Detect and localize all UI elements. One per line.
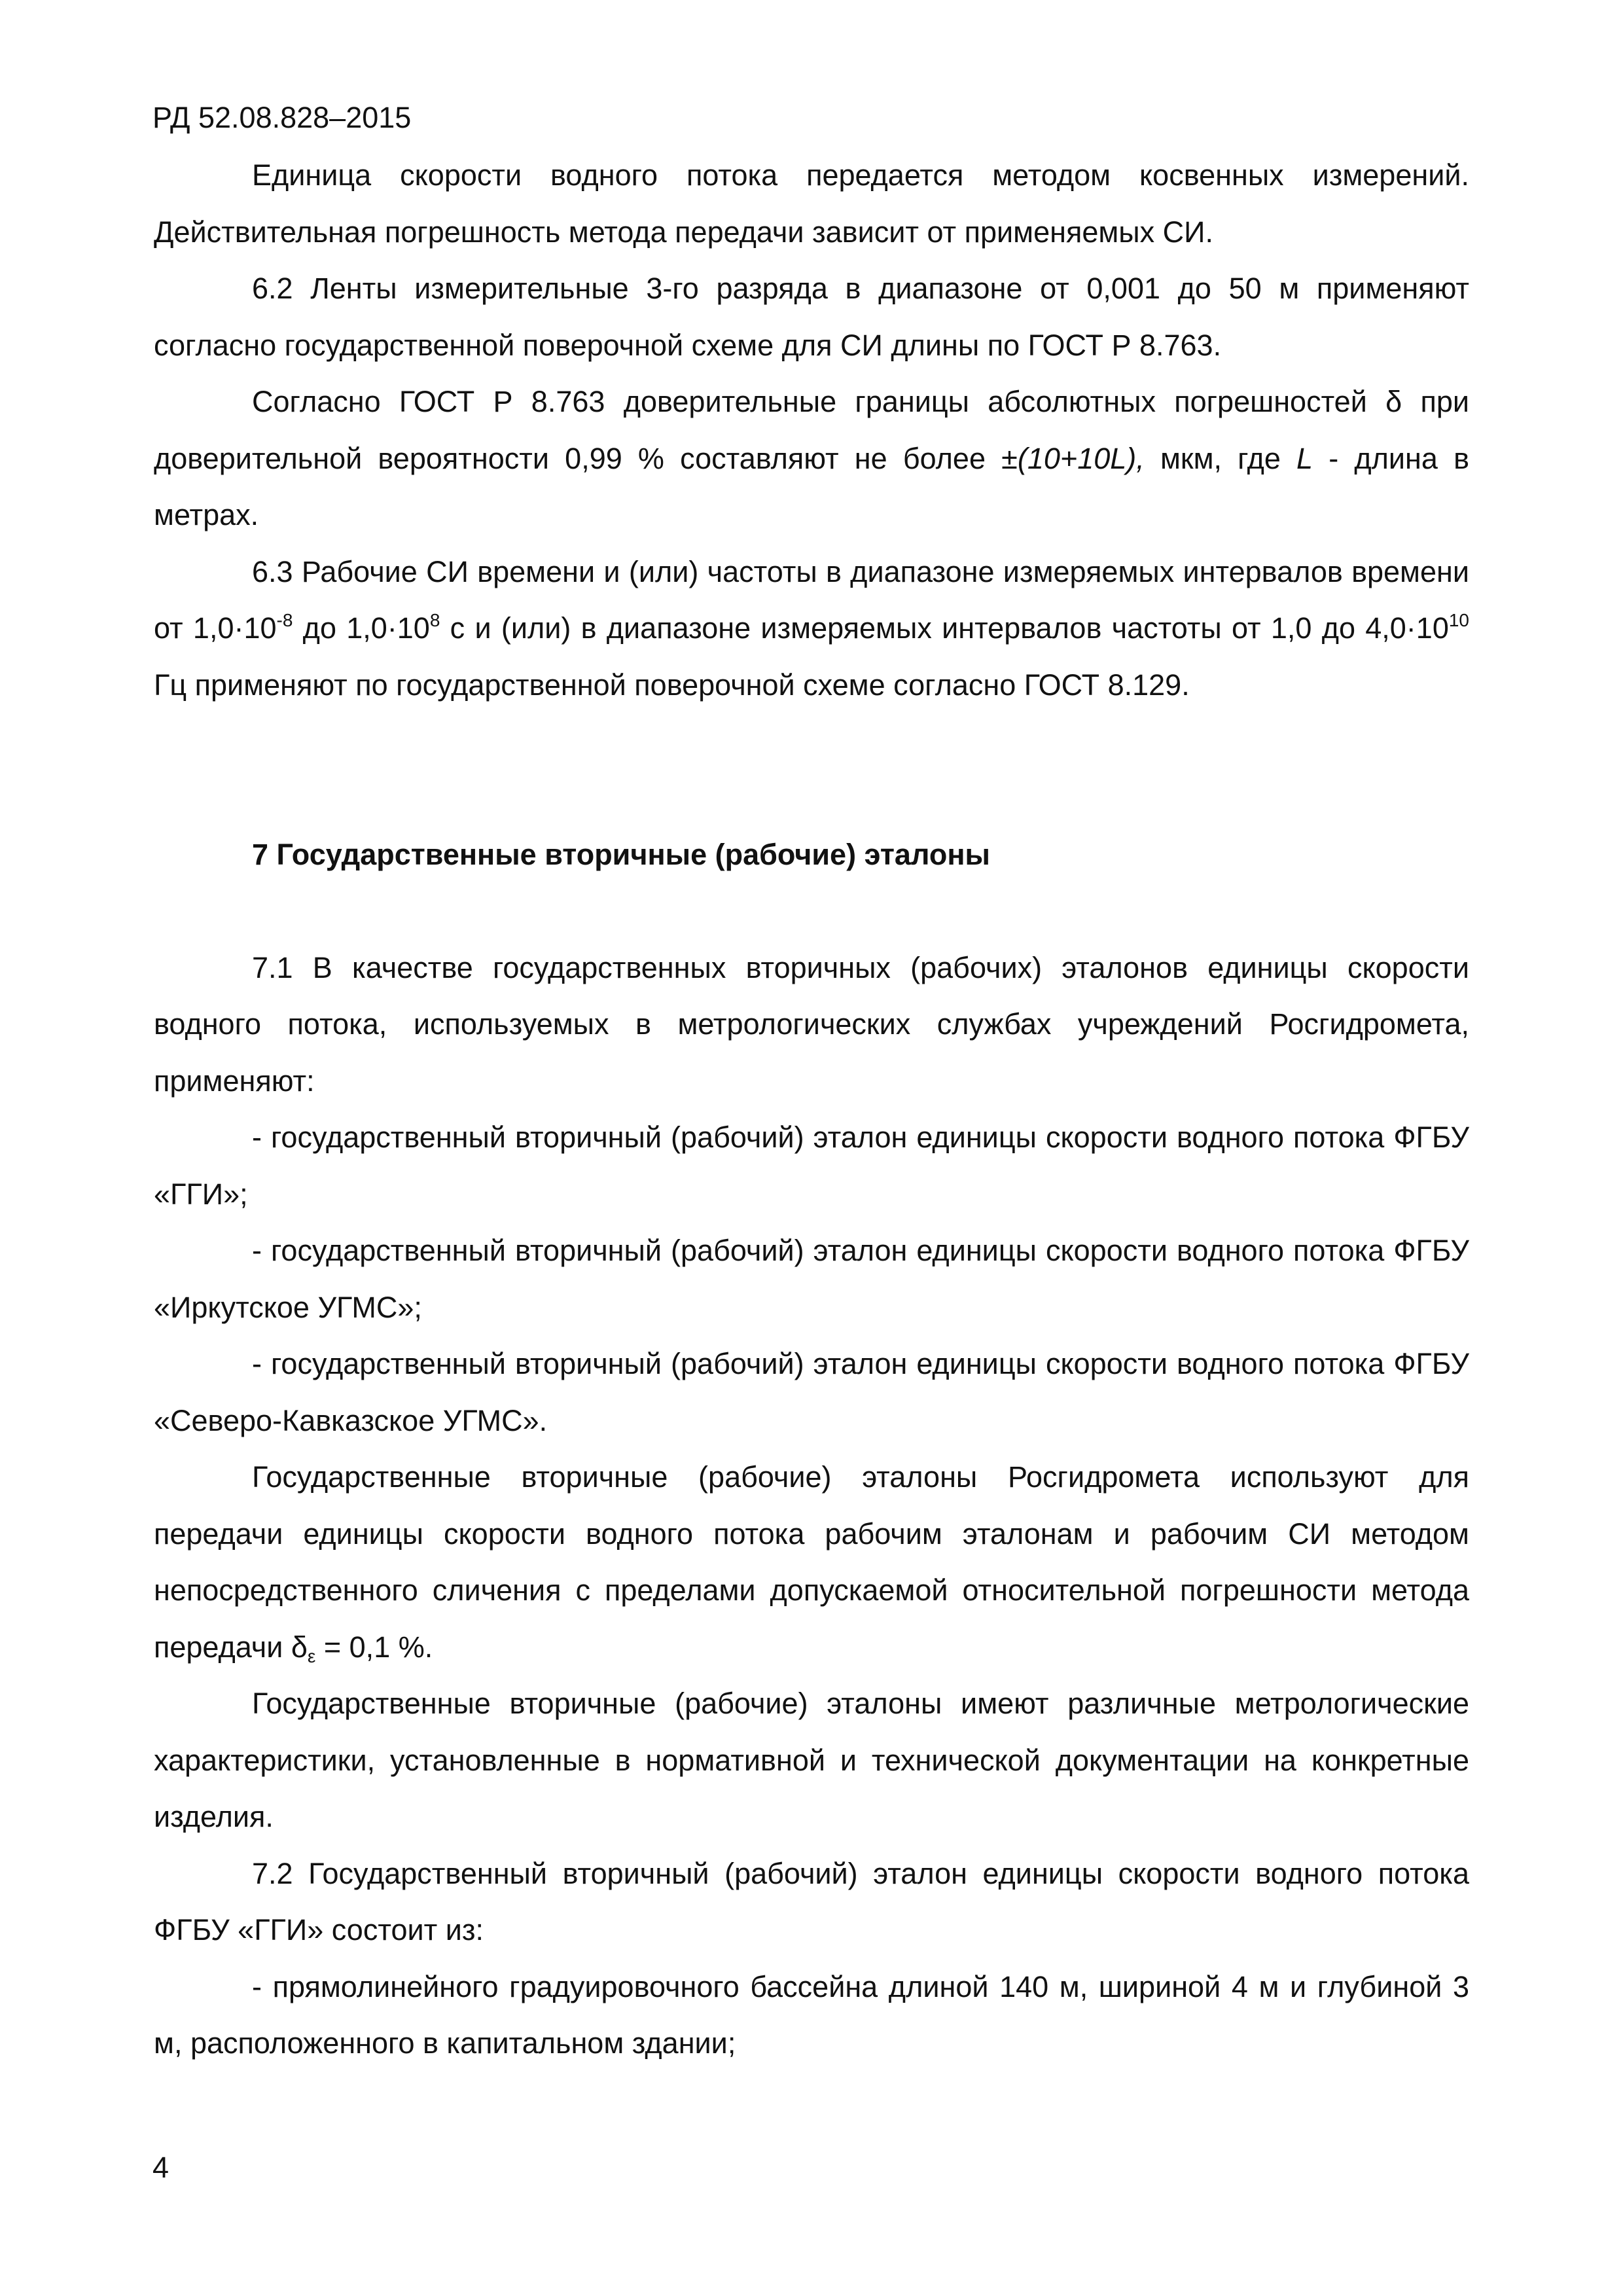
page-number: 4 [152, 2151, 169, 2184]
paragraph-6-3 [154, 544, 1469, 714]
text-segment: = 0,1 %. [315, 1630, 433, 1664]
subscript: ε [307, 1645, 316, 1666]
paragraph-metrology: Государственные вторичные (рабочие) эталоны имеют различные метрологические характеристики, установленные в нормативной и технической документации на конкретные изделия. [154, 1687, 1469, 1833]
exponent: 10 [1448, 610, 1469, 630]
list-item: - государственный вторичный (рабочий) эталон единицы скорости водного потока ФГБУ «ГГИ»; [154, 1121, 1469, 1211]
section-spacer [154, 884, 1469, 940]
text-segment: 6.3 Рабочие СИ времени и (или) частоты в диапазоне измеряемых интервалов времени от 1,0·10 [154, 554, 1469, 645]
page-body [154, 147, 1469, 2072]
list-item: - государственный вторичный (рабочий) эталон единицы скорости водного потока ФГБУ «Иркутское УГМС»; [154, 1234, 1469, 1324]
text-segment: Гц применяют по государственной поверочной схеме согласно ГОСТ 8.129. [154, 668, 1190, 702]
list-item: - государственный вторичный (рабочий) эталон единицы скорости водного потока ФГБУ «Северо-Кавказское УГМС». [154, 1347, 1469, 1437]
formula-text: ±(10+10L), [1001, 441, 1145, 475]
exponent: -8 [276, 610, 293, 630]
section-spacer [154, 713, 1469, 827]
paragraph-7-2: 7.2 Государственный вторичный (рабочий) эталон единицы скорости водного потока ФГБУ «ГГИ» состоит из: [154, 1856, 1469, 1946]
text-segment: - длина в метрах. [154, 441, 1470, 531]
paragraph-6-2: 6.2 Ленты измерительные 3-го разряда в диапазоне от 0,001 до 50 м применяют согласно государственной поверочной схеме для СИ длины по ГОСТ Р 8.763. [154, 272, 1469, 362]
document-code: РД 52.08.828–2015 [152, 101, 412, 134]
text-segment: мкм, где [1144, 441, 1297, 475]
list-item: - прямолинейного градуировочного бассейна длиной 140 м, шириной 4 м и глубиной 3 м, расположенного в капитальном здании; [154, 1969, 1469, 2060]
text-segment: с и (или) в диапазоне измеряемых интервалов частоты от 1,0 до 4,0·10 [440, 611, 1449, 645]
text-segment: до 1,0·10 [293, 611, 430, 645]
text-segment: Государственные вторичные (рабочие) эталоны Росгидромета используют для передачи единицы скорости водного потока рабочим эталонам и рабочим СИ методом непосредственного сличения с пределами допускаемой относительной погрешности метода передачи δ [154, 1460, 1469, 1664]
text-segment: Согласно ГОСТ Р 8.763 доверительные границы абсолютных погрешностей δ при доверительной вероятности 0,99 % составляют не более [154, 385, 1469, 475]
paragraph-usage [154, 1449, 1469, 1676]
paragraph-7-1: 7.1 В качестве государственных вторичных (рабочих) эталонов единицы скорости водного потока, используемых в метрологических службах учреждений Росгидромета, применяют: [154, 950, 1469, 1098]
paragraph-transfer-method: Единица скорости водного потока передается методом косвенных измерений. Действительная погрешность метода передачи зависит от применяемых СИ. [154, 158, 1469, 249]
section-7-heading: 7 Государственные вторичные (рабочие) эталоны [252, 838, 990, 871]
exponent: 8 [429, 610, 440, 630]
paragraph-gost-confidence [154, 374, 1469, 544]
variable-L: L [1296, 441, 1313, 475]
